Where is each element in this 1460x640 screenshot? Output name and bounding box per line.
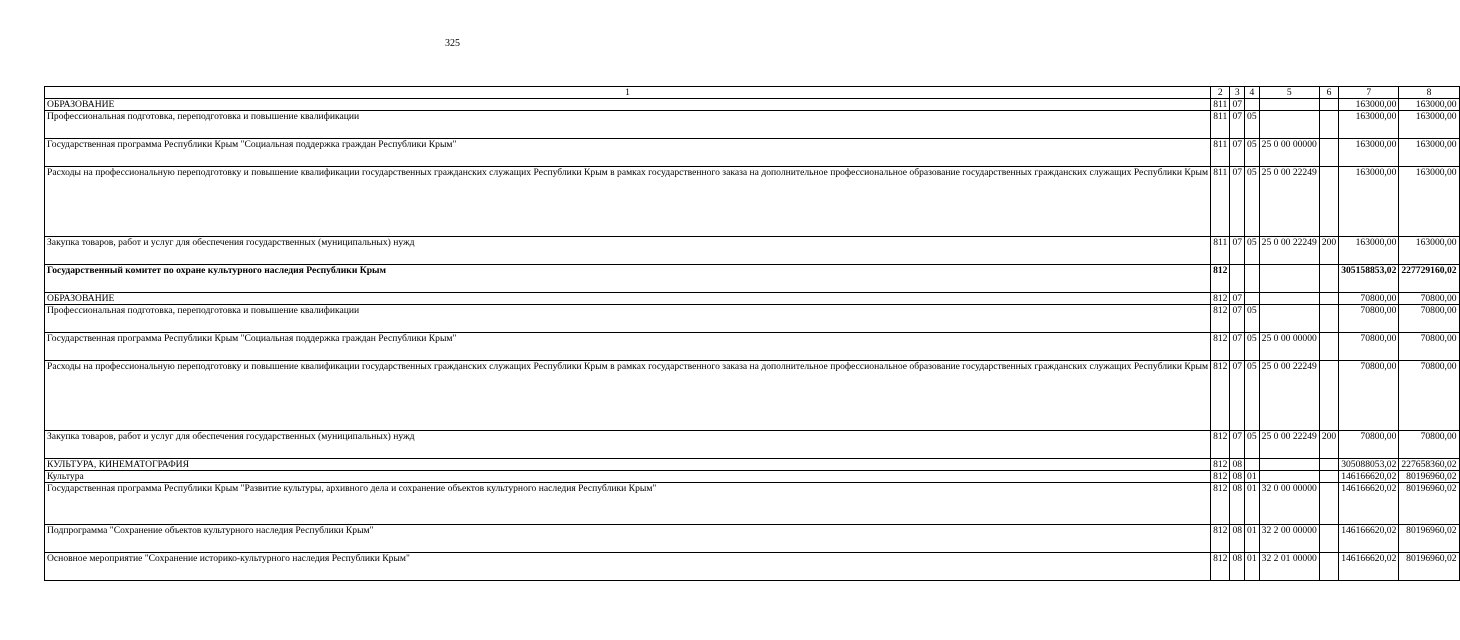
row-agency-code: 811 bbox=[1211, 111, 1230, 139]
row-amount-col8: 80196960,02 bbox=[1399, 553, 1459, 581]
table-row bbox=[45, 525, 1460, 553]
budget-table bbox=[44, 86, 1460, 581]
row-expense-type: 200 bbox=[1319, 431, 1338, 459]
row-agency-code: 812 bbox=[1211, 471, 1230, 483]
row-agency-code: 812 bbox=[1211, 305, 1230, 333]
row-subsection: 01 bbox=[1245, 471, 1260, 483]
table-row bbox=[45, 111, 1460, 139]
row-agency-code: 812 bbox=[1211, 431, 1230, 459]
header-row bbox=[45, 87, 1460, 99]
row-target-article: 25 0 00 00000 bbox=[1259, 333, 1319, 361]
row-amount-col8: 70800,00 bbox=[1399, 431, 1459, 459]
header-cell: 3 bbox=[1230, 87, 1245, 99]
header-cell: 6 bbox=[1319, 87, 1338, 99]
page-number: 325 bbox=[445, 38, 460, 49]
row-expense-type bbox=[1319, 99, 1338, 111]
row-description: КУЛЬТУРА, КИНЕМАТОГРАФИЯ bbox=[45, 459, 1211, 471]
row-section bbox=[1230, 265, 1245, 293]
table-row bbox=[45, 431, 1460, 459]
row-amount-col8: 80196960,02 bbox=[1399, 525, 1459, 553]
row-agency-code: 812 bbox=[1211, 265, 1230, 293]
row-section: 08 bbox=[1230, 553, 1245, 581]
row-amount-col8: 163000,00 bbox=[1399, 167, 1459, 237]
row-agency-code: 812 bbox=[1211, 553, 1230, 581]
table-row bbox=[45, 483, 1460, 525]
row-agency-code: 812 bbox=[1211, 525, 1230, 553]
table-row bbox=[45, 471, 1460, 483]
row-agency-code: 811 bbox=[1211, 167, 1230, 237]
row-expense-type: 200 bbox=[1319, 237, 1338, 265]
row-amount-col7: 70800,00 bbox=[1339, 293, 1399, 305]
row-target-article: 32 2 00 00000 bbox=[1259, 525, 1319, 553]
row-target-article bbox=[1259, 471, 1319, 483]
row-amount-col7: 146166620,02 bbox=[1339, 471, 1399, 483]
row-description: Профессиональная подготовка, переподготовка и повышение квалификации bbox=[45, 111, 1211, 139]
row-amount-col7: 146166620,02 bbox=[1339, 553, 1399, 581]
row-expense-type bbox=[1319, 305, 1338, 333]
row-subsection: 05 bbox=[1245, 305, 1260, 333]
row-description: Закупка товаров, работ и услуг для обеспечения государственных (муниципальных) нужд bbox=[45, 431, 1211, 459]
row-agency-code: 812 bbox=[1211, 333, 1230, 361]
row-section: 08 bbox=[1230, 471, 1245, 483]
row-section: 07 bbox=[1230, 293, 1245, 305]
row-agency-code: 812 bbox=[1211, 361, 1230, 431]
row-amount-col7: 305088053,02 bbox=[1339, 459, 1399, 471]
row-amount-col8: 70800,00 bbox=[1399, 361, 1459, 431]
table-row bbox=[45, 333, 1460, 361]
row-description: Профессиональная подготовка, переподготовка и повышение квалификации bbox=[45, 305, 1211, 333]
row-amount-col8: 80196960,02 bbox=[1399, 471, 1459, 483]
row-target-article bbox=[1259, 305, 1319, 333]
row-target-article: 25 0 00 00000 bbox=[1259, 139, 1319, 167]
row-subsection: 05 bbox=[1245, 333, 1260, 361]
row-target-article: 32 0 00 00000 bbox=[1259, 483, 1319, 525]
table-row bbox=[45, 99, 1460, 111]
row-description: Государственная программа Республики Крым "Развитие культуры, архивного дела и сохранение объектов культурного наследия Республики Крым" bbox=[45, 483, 1211, 525]
row-subsection bbox=[1245, 99, 1260, 111]
table-row bbox=[45, 139, 1460, 167]
table-row bbox=[45, 361, 1460, 431]
header-cell: 8 bbox=[1399, 87, 1459, 99]
row-description: Расходы на профессиональную переподготовку и повышение квалификации государственных гражданских служащих Республики Крым в рамках государственного заказа на дополнительное профессиональное образование государственных гражданских служащих Республики Крым bbox=[45, 167, 1211, 237]
row-amount-col7: 163000,00 bbox=[1339, 167, 1399, 237]
row-expense-type bbox=[1319, 459, 1338, 471]
row-amount-col8: 227729160,02 bbox=[1399, 265, 1459, 293]
header-cell: 5 bbox=[1259, 87, 1319, 99]
row-target-article: 25 0 00 22249 bbox=[1259, 237, 1319, 265]
row-amount-col8: 227658360,02 bbox=[1399, 459, 1459, 471]
row-description: Государственная программа Республики Крым "Социальная поддержка граждан Республики Крым" bbox=[45, 333, 1211, 361]
header-cell: 4 bbox=[1245, 87, 1260, 99]
row-agency-code: 812 bbox=[1211, 459, 1230, 471]
row-description: ОБРАЗОВАНИЕ bbox=[45, 99, 1211, 111]
row-subsection bbox=[1245, 459, 1260, 471]
row-section: 07 bbox=[1230, 305, 1245, 333]
header-cell: 2 bbox=[1211, 87, 1230, 99]
row-subsection: 05 bbox=[1245, 237, 1260, 265]
row-target-article bbox=[1259, 293, 1319, 305]
row-expense-type bbox=[1319, 333, 1338, 361]
row-section: 07 bbox=[1230, 431, 1245, 459]
row-expense-type bbox=[1319, 471, 1338, 483]
row-amount-col8: 163000,00 bbox=[1399, 99, 1459, 111]
table-row bbox=[45, 553, 1460, 581]
row-target-article bbox=[1259, 459, 1319, 471]
row-target-article bbox=[1259, 265, 1319, 293]
row-subsection: 01 bbox=[1245, 483, 1260, 525]
row-section: 07 bbox=[1230, 111, 1245, 139]
row-agency-code: 811 bbox=[1211, 139, 1230, 167]
row-amount-col7: 70800,00 bbox=[1339, 333, 1399, 361]
header-cell: 7 bbox=[1339, 87, 1399, 99]
row-subsection: 01 bbox=[1245, 553, 1260, 581]
row-subsection: 05 bbox=[1245, 361, 1260, 431]
row-expense-type bbox=[1319, 265, 1338, 293]
row-amount-col7: 70800,00 bbox=[1339, 305, 1399, 333]
row-amount-col7: 146166620,02 bbox=[1339, 525, 1399, 553]
header-cell: 1 bbox=[45, 87, 1211, 99]
row-description: Основное мероприятие "Сохранение историко-культурного наследия Республики Крым" bbox=[45, 553, 1211, 581]
row-agency-code: 811 bbox=[1211, 237, 1230, 265]
row-amount-col7: 70800,00 bbox=[1339, 431, 1399, 459]
row-description: Подпрограмма "Сохранение объектов культурного наследия Республики Крым" bbox=[45, 525, 1211, 553]
row-subsection: 05 bbox=[1245, 167, 1260, 237]
row-amount-col8: 70800,00 bbox=[1399, 293, 1459, 305]
table-row bbox=[45, 237, 1460, 265]
row-amount-col8: 70800,00 bbox=[1399, 333, 1459, 361]
row-target-article: 25 0 00 22249 bbox=[1259, 361, 1319, 431]
row-expense-type bbox=[1319, 167, 1338, 237]
table-row bbox=[45, 305, 1460, 333]
row-amount-col7: 146166620,02 bbox=[1339, 483, 1399, 525]
row-section: 07 bbox=[1230, 361, 1245, 431]
row-subsection: 05 bbox=[1245, 111, 1260, 139]
row-target-article: 25 0 00 22249 bbox=[1259, 431, 1319, 459]
row-description: Расходы на профессиональную переподготовку и повышение квалификации государственных гражданских служащих Республики Крым в рамках государственного заказа на дополнительное профессиональное образование государственных гражданских служащих Республики Крым bbox=[45, 361, 1211, 431]
row-target-article: 32 2 01 00000 bbox=[1259, 553, 1319, 581]
row-target-article bbox=[1259, 111, 1319, 139]
row-section: 07 bbox=[1230, 333, 1245, 361]
row-amount-col7: 70800,00 bbox=[1339, 361, 1399, 431]
row-amount-col7: 163000,00 bbox=[1339, 99, 1399, 111]
table-row bbox=[45, 459, 1460, 471]
table-row bbox=[45, 167, 1460, 237]
table-row bbox=[45, 265, 1460, 293]
row-amount-col7: 305158853,02 bbox=[1339, 265, 1399, 293]
row-section: 07 bbox=[1230, 167, 1245, 237]
row-section: 07 bbox=[1230, 99, 1245, 111]
row-description: Государственный комитет по охране культурного наследия Республики Крым bbox=[45, 265, 1211, 293]
row-expense-type bbox=[1319, 111, 1338, 139]
row-subsection bbox=[1245, 293, 1260, 305]
row-section: 08 bbox=[1230, 525, 1245, 553]
row-section: 08 bbox=[1230, 483, 1245, 525]
row-section: 07 bbox=[1230, 139, 1245, 167]
table-row bbox=[45, 293, 1460, 305]
row-target-article: 25 0 00 22249 bbox=[1259, 167, 1319, 237]
row-expense-type bbox=[1319, 553, 1338, 581]
row-amount-col7: 163000,00 bbox=[1339, 111, 1399, 139]
row-target-article bbox=[1259, 99, 1319, 111]
row-expense-type bbox=[1319, 525, 1338, 553]
row-agency-code: 811 bbox=[1211, 99, 1230, 111]
row-section: 07 bbox=[1230, 237, 1245, 265]
row-amount-col8: 163000,00 bbox=[1399, 111, 1459, 139]
row-amount-col8: 80196960,02 bbox=[1399, 483, 1459, 525]
row-agency-code: 812 bbox=[1211, 483, 1230, 525]
row-amount-col7: 163000,00 bbox=[1339, 237, 1399, 265]
row-description: Закупка товаров, работ и услуг для обеспечения государственных (муниципальных) нужд bbox=[45, 237, 1211, 265]
row-description: Культура bbox=[45, 471, 1211, 483]
row-expense-type bbox=[1319, 361, 1338, 431]
row-subsection: 05 bbox=[1245, 431, 1260, 459]
row-amount-col8: 70800,00 bbox=[1399, 305, 1459, 333]
row-expense-type bbox=[1319, 293, 1338, 305]
row-description: ОБРАЗОВАНИЕ bbox=[45, 293, 1211, 305]
row-subsection: 05 bbox=[1245, 139, 1260, 167]
row-section: 08 bbox=[1230, 459, 1245, 471]
row-expense-type bbox=[1319, 483, 1338, 525]
row-subsection bbox=[1245, 265, 1260, 293]
row-subsection: 01 bbox=[1245, 525, 1260, 553]
row-amount-col8: 163000,00 bbox=[1399, 237, 1459, 265]
row-description: Государственная программа Республики Крым "Социальная поддержка граждан Республики Крым" bbox=[45, 139, 1211, 167]
row-expense-type bbox=[1319, 139, 1338, 167]
row-amount-col8: 163000,00 bbox=[1399, 139, 1459, 167]
row-amount-col7: 163000,00 bbox=[1339, 139, 1399, 167]
row-agency-code: 812 bbox=[1211, 293, 1230, 305]
